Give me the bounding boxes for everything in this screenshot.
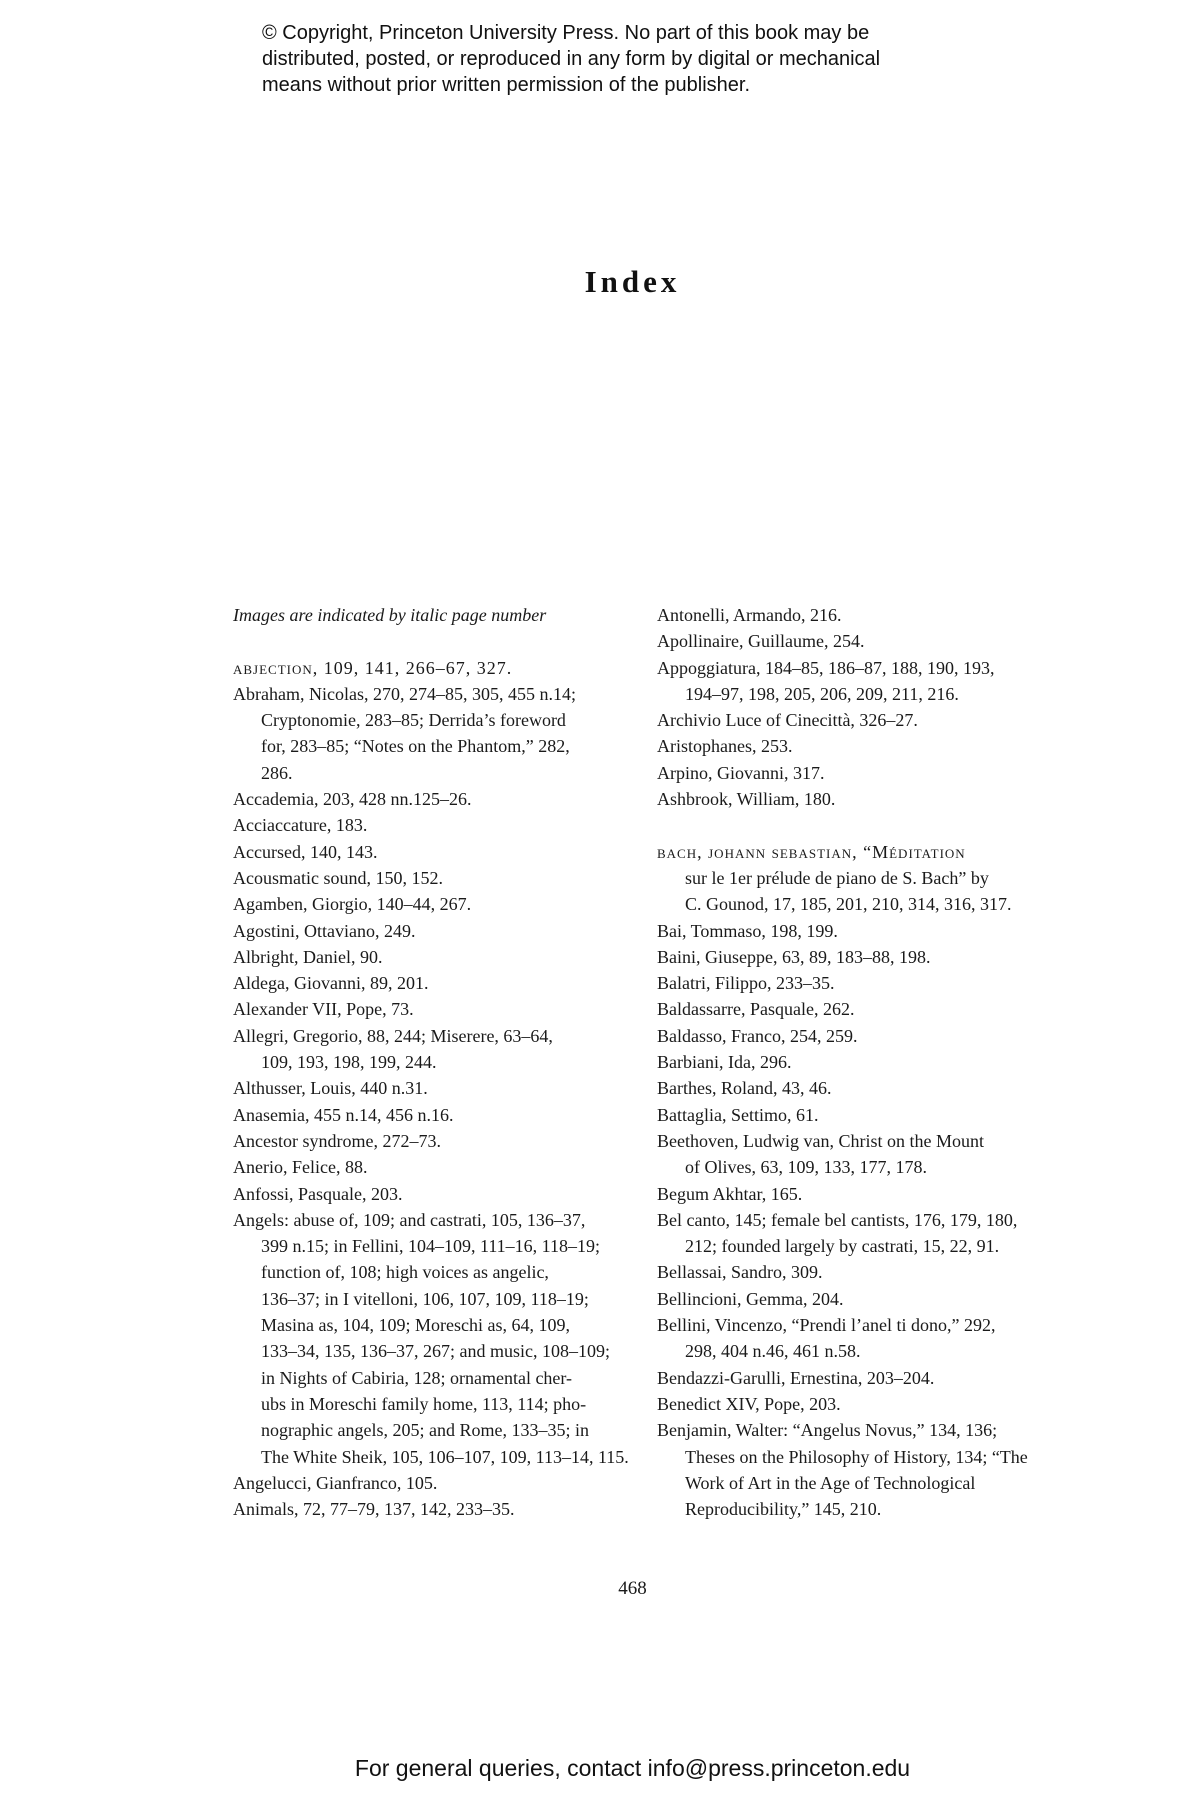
spacer	[657, 812, 1057, 838]
index-entry-line: Barthes, Roland, 43, 46.	[657, 1078, 832, 1099]
index-entry-line: Anfossi, Pasquale, 203.	[233, 1183, 403, 1204]
index-entry-line: Althusser, Louis, 440 n.31.	[233, 1078, 428, 1099]
index-entries-right	[657, 602, 1057, 1522]
index-entry-line: Aristophanes, 253.	[657, 736, 793, 757]
index-entry	[657, 1365, 1057, 1391]
copyright-line: distributed, posted, or reproduced in any form by digital or mechanical	[262, 48, 881, 70]
copyright-notice	[262, 20, 982, 98]
index-entry-line: 286.	[261, 762, 293, 783]
index-entry-line: Anerio, Felice, 88.	[233, 1157, 368, 1178]
index-entry	[657, 1312, 1057, 1365]
index-entry	[657, 655, 1057, 708]
index-entry-line: Apollinaire, Guillaume, 254.	[657, 631, 865, 652]
index-entry-line: The White Sheik, 105, 106–107, 109, 113–14, 115.	[261, 1446, 629, 1467]
page-number: 468	[618, 1578, 647, 1599]
index-entry	[657, 707, 1057, 733]
index-entry-line: in Nights of Cabiria, 128; ornamental cher-	[261, 1367, 573, 1388]
index-entry	[233, 1207, 633, 1470]
index-entry-line: Abraham, Nicolas, 270, 274–85, 305, 455 n.14;	[233, 683, 576, 704]
index-entry-line: Benjamin, Walter: “Angelus Novus,” 134, 136;	[657, 1420, 998, 1441]
copyright-line: © Copyright, Princeton University Press. No part of this book may be	[262, 22, 870, 44]
index-entry-line: Appoggiatura, 184–85, 186–87, 188, 190, 193,	[657, 657, 995, 678]
index-entry-line: abjection, 109, 141, 266–67, 327.	[233, 657, 513, 678]
index-entry	[233, 996, 633, 1022]
index-entry-line: Baini, Giuseppe, 63, 89, 183–88, 198.	[657, 946, 931, 967]
index-entry	[657, 1102, 1057, 1128]
index-entry-line: C. Gounod, 17, 185, 201, 210, 314, 316, 317.	[685, 894, 1012, 915]
index-entry-line: Arpino, Giovanni, 317.	[657, 762, 825, 783]
index-entry-line: Benedict XIV, Pope, 203.	[657, 1393, 841, 1414]
index-entry	[657, 760, 1057, 786]
index-entry-line: Angelucci, Gianfranco, 105.	[233, 1472, 438, 1493]
index-entry	[657, 1417, 1057, 1522]
index-entry-line: 109, 193, 198, 199, 244.	[261, 1052, 437, 1073]
index-entry-line: Agostini, Ottaviano, 249.	[233, 920, 416, 941]
index-entry-line: function of, 108; high voices as angelic,	[261, 1262, 549, 1283]
index-entry	[233, 865, 633, 891]
index-entry-line: Archivio Luce of Cinecittà, 326–27.	[657, 710, 918, 731]
index-entry	[233, 944, 633, 970]
index-entry	[657, 786, 1057, 812]
index-entry	[233, 655, 633, 681]
index-entry	[233, 1023, 633, 1076]
index-entry-line: Accademia, 203, 428 nn.125–26.	[233, 789, 472, 810]
index-entry-line: Aldega, Giovanni, 89, 201.	[233, 973, 429, 994]
index-entry	[657, 1075, 1057, 1101]
index-entry	[657, 944, 1057, 970]
index-entry-line: Animals, 72, 77–79, 137, 142, 233–35.	[233, 1499, 515, 1520]
index-entry	[657, 733, 1057, 759]
index-entry-line: Bel canto, 145; female bel cantists, 176, 179, 180,	[657, 1209, 1018, 1230]
index-entry	[657, 602, 1057, 628]
index-entry-line: of Olives, 63, 109, 133, 177, 178.	[685, 1157, 927, 1178]
index-entry-line: Accursed, 140, 143.	[233, 841, 378, 862]
index-entry-line: Barbiani, Ida, 296.	[657, 1052, 792, 1073]
index-entry	[233, 891, 633, 917]
index-entry	[657, 1181, 1057, 1207]
index-entry-line: Bellini, Vincenzo, “Prendi l’anel ti dono,” 292,	[657, 1315, 996, 1336]
index-entry	[233, 681, 633, 786]
index-entry-line: Baldassarre, Pasquale, 262.	[657, 999, 855, 1020]
index-entry-line: Ancestor syndrome, 272–73.	[233, 1130, 441, 1151]
index-entry	[233, 786, 633, 812]
index-entry-line: Beethoven, Ludwig van, Christ on the Mount	[657, 1130, 984, 1151]
index-entry-line: Battaglia, Settimo, 61.	[657, 1104, 819, 1125]
index-entry-line: bach, johann sebastian, “Méditation	[657, 841, 966, 862]
index-entry	[233, 918, 633, 944]
index-entry	[233, 1181, 633, 1207]
index-entry-line: Theses on the Philosophy of History, 134; “The	[685, 1446, 1028, 1467]
index-entry	[233, 839, 633, 865]
index-entry-line: Antonelli, Armando, 216.	[657, 605, 842, 625]
index-entry-line: Bai, Tommaso, 198, 199.	[657, 920, 838, 941]
index-entry-line: sur le 1er prélude de piano de S. Bach” by	[685, 867, 989, 888]
index-entry-line: Angels: abuse of, 109; and castrati, 105, 136–37,	[233, 1209, 586, 1230]
index-entry	[657, 1128, 1057, 1181]
index-entry-line: Reproducibility,” 145, 210.	[685, 1499, 882, 1520]
index-entry-line: Acciaccature, 183.	[233, 815, 368, 836]
index-entry	[657, 918, 1057, 944]
index-entry-line: Begum Akhtar, 165.	[657, 1183, 803, 1204]
index-entry-line: 136–37; in I vitelloni, 106, 107, 109, 118–19;	[261, 1288, 589, 1309]
italic-note: Images are indicated by italic page number	[233, 605, 547, 625]
index-entry	[233, 1075, 633, 1101]
index-entry-line: Alexander VII, Pope, 73.	[233, 999, 414, 1020]
index-entry-line: Work of Art in the Age of Technological	[685, 1472, 976, 1493]
index-entry-line: Bellassai, Sandro, 309.	[657, 1262, 823, 1283]
index-entry	[657, 1286, 1057, 1312]
index-column-right	[657, 602, 1057, 1522]
index-entry-line: 298, 404 n.46, 461 n.58.	[685, 1341, 861, 1362]
index-entry-line: Bendazzi-Garulli, Ernestina, 203–204.	[657, 1367, 935, 1388]
index-entry	[657, 996, 1057, 1022]
index-entry	[233, 970, 633, 996]
index-entry	[657, 1207, 1057, 1260]
index-entry-line: 212; founded largely by castrati, 15, 22, 91.	[685, 1236, 1000, 1257]
index-entry	[233, 1154, 633, 1180]
index-entry	[657, 1049, 1057, 1075]
index-entry	[233, 1496, 633, 1522]
index-entries-left	[233, 655, 633, 1523]
index-entry-line: Albright, Daniel, 90.	[233, 946, 383, 967]
index-entry-line: Bellincioni, Gemma, 204.	[657, 1288, 844, 1309]
index-entry-line: Masina as, 104, 109; Moreschi as, 64, 109,	[261, 1315, 570, 1336]
index-entry	[657, 1391, 1057, 1417]
index-entry-line: Agamben, Giorgio, 140–44, 267.	[233, 894, 472, 915]
index-entry-line: Acousmatic sound, 150, 152.	[233, 867, 443, 888]
index-entry-line: Baldasso, Franco, 254, 259.	[657, 1025, 858, 1046]
index-entry	[657, 970, 1057, 996]
index-entry	[233, 812, 633, 838]
index-entry-line: for, 283–85; “Notes on the Phantom,” 282,	[261, 736, 570, 757]
index-entry	[233, 1102, 633, 1128]
index-entry	[657, 1259, 1057, 1285]
index-entry-line: Ashbrook, William, 180.	[657, 789, 836, 810]
index-entry-line: 194–97, 198, 205, 206, 209, 211, 216.	[685, 683, 959, 704]
spacer	[233, 628, 633, 654]
index-entry	[657, 628, 1057, 654]
index-entry	[233, 1128, 633, 1154]
index-entry-line: Allegri, Gregorio, 88, 244; Miserere, 63–64,	[233, 1025, 553, 1046]
index-entry-line: 399 n.15; in Fellini, 104–109, 111–16, 118–19;	[261, 1236, 601, 1257]
index-entry	[657, 1023, 1057, 1049]
page-title: Index	[584, 264, 681, 299]
index-entry-line: 133–34, 135, 136–37, 267; and music, 108–109;	[261, 1341, 610, 1362]
index-entry-line: nographic angels, 205; and Rome, 133–35; in	[261, 1420, 589, 1441]
contact-footer: For general queries, contact info@press.princeton.edu	[354, 1755, 911, 1781]
index-entry-line: Balatri, Filippo, 233–35.	[657, 973, 835, 994]
index-entry	[233, 1470, 633, 1496]
index-entry-line: ubs in Moreschi family home, 113, 114; pho-	[261, 1393, 587, 1414]
index-entry-line: Anasemia, 455 n.14, 456 n.16.	[233, 1104, 454, 1125]
index-column-left	[233, 602, 633, 1522]
copyright-line: means without prior written permission of the publisher.	[262, 74, 751, 96]
index-entry	[657, 839, 1057, 918]
index-entry-line: Cryptonomie, 283–85; Derrida’s foreword	[261, 710, 566, 731]
